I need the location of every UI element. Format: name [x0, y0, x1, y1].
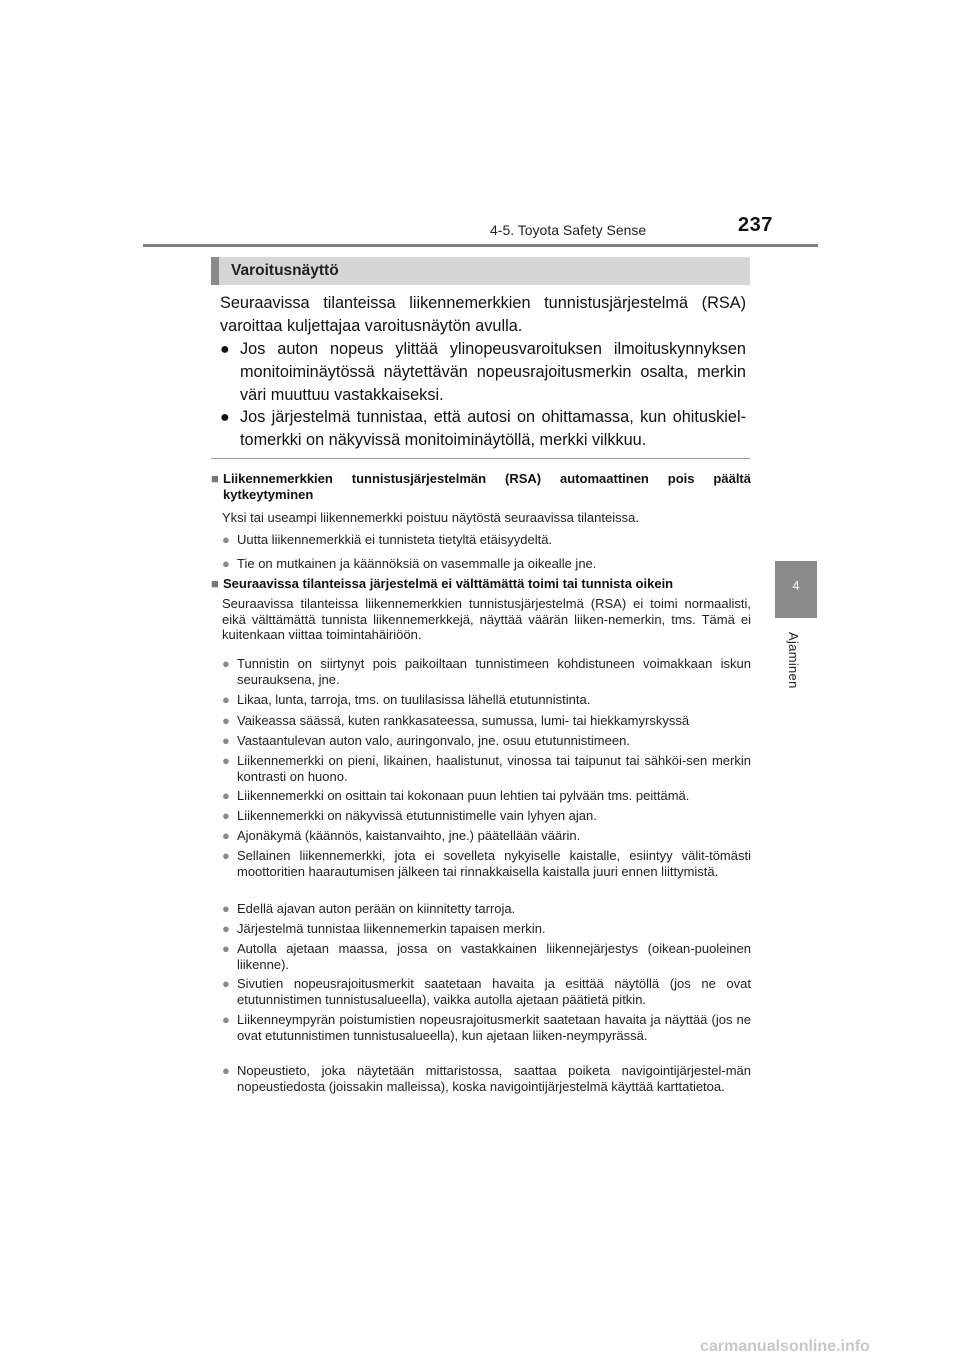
box-heading-text: Varoitusnäyttö	[231, 262, 339, 279]
box-bullet-text: Jos järjestelmä tunnistaa, että autosi on ohittamassa, kun ohituskiel-tomerkki on näkyvissä monitoiminäytöllä, merkki vilkkuu.	[240, 408, 746, 449]
list-item	[222, 1063, 751, 1094]
list-item-text: Vastaantulevan auton valo, auringonvalo, jne. osuu etutunnistimeen.	[237, 733, 630, 748]
header-divider	[143, 244, 818, 247]
list-item	[222, 976, 751, 1007]
list-item-text: Liikennemerkki on osittain tai kokonaan puun lehtien tai pylvään tms. peittämä.	[237, 788, 690, 803]
bullet-icon: ●	[222, 848, 230, 863]
list-item-text: Ajonäkymä (käännös, kaistanvaihto, jne.) päätellään väärin.	[237, 828, 581, 843]
bullet-icon: ●	[222, 808, 230, 823]
list-item	[222, 788, 751, 804]
bullet-icon: ●	[222, 901, 230, 916]
section-heading	[211, 576, 751, 592]
list-item-text: Autolla ajetaan maassa, jossa on vastakkainen liikennejärjestys (oikean-puoleinen liikenne).	[237, 941, 751, 972]
section-paragraph: Seuraavissa tilanteissa liikennemerkkien tunnistusjärjestelmä (RSA) ei toimi normaalisti, eikä välttämättä tunnista liikennemerkkejä, näyttää väärän liiken-nemerkin, tms. Tämä ei kuitenkaan viittaa toimintahäiriöön.	[222, 596, 751, 643]
bullet-icon: ●	[222, 556, 230, 571]
square-bullet-icon: ■	[211, 471, 219, 486]
box-bullet	[220, 406, 746, 452]
header-section-title: 4-5. Toyota Safety Sense	[490, 222, 647, 238]
list-item	[222, 556, 751, 572]
list-item	[222, 828, 751, 844]
list-item-text: Liikenneympyrän poistumistien nopeusrajoitusmerkit saatetaan havaita ja näyttää (jos ne ovat etutunnistimen tunnistusalueella), kun ajetaan liiken-neympyrässä.	[237, 1012, 751, 1043]
bullet-icon: ●	[222, 656, 230, 671]
box-bullet-text: Jos auton nopeus ylittää ylinopeusvaroituksen ilmoituskynnyksen monitoiminäytössä näytettävän nopeusrajoitusmerkin osalta, merkin väri muuttuu vastakkaiseksi.	[240, 340, 746, 404]
list-item-text: Likaa, lunta, tarroja, tms. on tuulilasissa lähellä etutunnistinta.	[237, 692, 591, 707]
list-item	[222, 848, 751, 879]
bullet-icon: ●	[222, 733, 230, 748]
bullet-icon: ●	[222, 713, 230, 728]
list-item	[222, 733, 751, 749]
bullet-icon: ●	[222, 1012, 230, 1027]
chapter-label: Ajaminen	[786, 632, 801, 689]
list-item	[222, 532, 751, 548]
list-item	[222, 921, 751, 937]
bullet-icon: ●	[222, 921, 230, 936]
section-heading	[211, 471, 751, 502]
list-item	[222, 941, 751, 972]
list-item	[222, 901, 751, 917]
list-item-text: Liikennemerkki on näkyvissä etutunnistimelle vain lyhyen ajan.	[237, 808, 597, 823]
list-item-text: Edellä ajavan auton perään on kiinnitetty tarroja.	[237, 901, 516, 916]
bullet-icon: ●	[220, 341, 230, 358]
bullet-icon: ●	[222, 753, 230, 768]
list-item	[222, 808, 751, 824]
list-item-text: Vaikeassa säässä, kuten rankkasateessa, sumussa, lumi- tai hiekkamyrskyssä	[237, 713, 690, 728]
list-item-text: Sivutien nopeusrajoitusmerkit saatetaan havaita ja esittää näytöllä (jos ne ovat etutunnistimen tunnistusalueella), vaikka autolla ajetaan päätietä pitkin.	[237, 976, 751, 1007]
list-item	[222, 656, 751, 687]
list-item-text: Uutta liikennemerkkiä ei tunnisteta tietyltä etäisyydeltä.	[237, 532, 553, 547]
list-item-text: Järjestelmä tunnistaa liikennemerkin tapaisen merkin.	[237, 921, 546, 936]
bullet-icon: ●	[222, 828, 230, 843]
bullet-icon: ●	[222, 941, 230, 956]
section-divider	[211, 458, 750, 459]
list-item-text: Nopeustieto, joka näytetään mittaristossa, saattaa poiketa navigointijärjestel-män nopeustiedosta (joissakin malleissa), koska navigointijärjestelmä käyttää karttatietoa.	[237, 1063, 751, 1094]
list-item	[222, 692, 751, 708]
bullet-icon: ●	[222, 692, 230, 707]
bullet-icon: ●	[222, 532, 230, 547]
section-paragraph: Yksi tai useampi liikennemerkki poistuu näytöstä seuraavissa tilanteissa.	[222, 510, 639, 525]
watermark: carmanualsonline.info	[700, 1338, 870, 1355]
bullet-icon: ●	[222, 1063, 230, 1078]
list-item-text: Tunnistin on siirtynyt pois paikoiltaan tunnistimeen kohdistuneen voimakkaan iskun seurauksena, jne.	[237, 656, 751, 687]
page-number: 237	[738, 214, 773, 236]
box-heading	[211, 257, 750, 285]
list-item	[222, 753, 751, 784]
box-bullet	[220, 338, 746, 407]
bullet-icon: ●	[220, 409, 230, 426]
square-bullet-icon: ■	[211, 576, 219, 591]
bullet-icon: ●	[222, 976, 230, 991]
section-title: Liikennemerkkien tunnistusjärjestelmän (RSA) automaattinen pois päältä kytkeytyminen	[223, 471, 751, 502]
chapter-number: 4	[792, 578, 800, 593]
list-item-text: Sellainen liikennemerkki, jota ei sovelleta nykyiselle kaistalle, esiintyy välit-tömästi moottoritien haarautumisen jälkeen tai rinnakkaisella kaistalla juuri ennen liittymistä.	[237, 848, 751, 879]
section-title: Seuraavissa tilanteissa järjestelmä ei välttämättä toimi tai tunnista oikein	[223, 576, 674, 591]
list-item-text: Liikennemerkki on pieni, likainen, haalistunut, vinossa tai taipunut tai sähköi-sen merkin kontrasti on huono.	[237, 753, 751, 784]
list-item	[222, 1012, 751, 1043]
box-intro: Seuraavissa tilanteissa liikennemerkkien tunnistusjärjestelmä (RSA) varoittaa kuljettajaa varoitusnäytön avulla.	[220, 294, 746, 335]
list-item-text: Tie on mutkainen ja käännöksiä on vasemmalle ja oikealle jne.	[237, 556, 597, 571]
list-item	[222, 713, 751, 729]
bullet-icon: ●	[222, 788, 230, 803]
